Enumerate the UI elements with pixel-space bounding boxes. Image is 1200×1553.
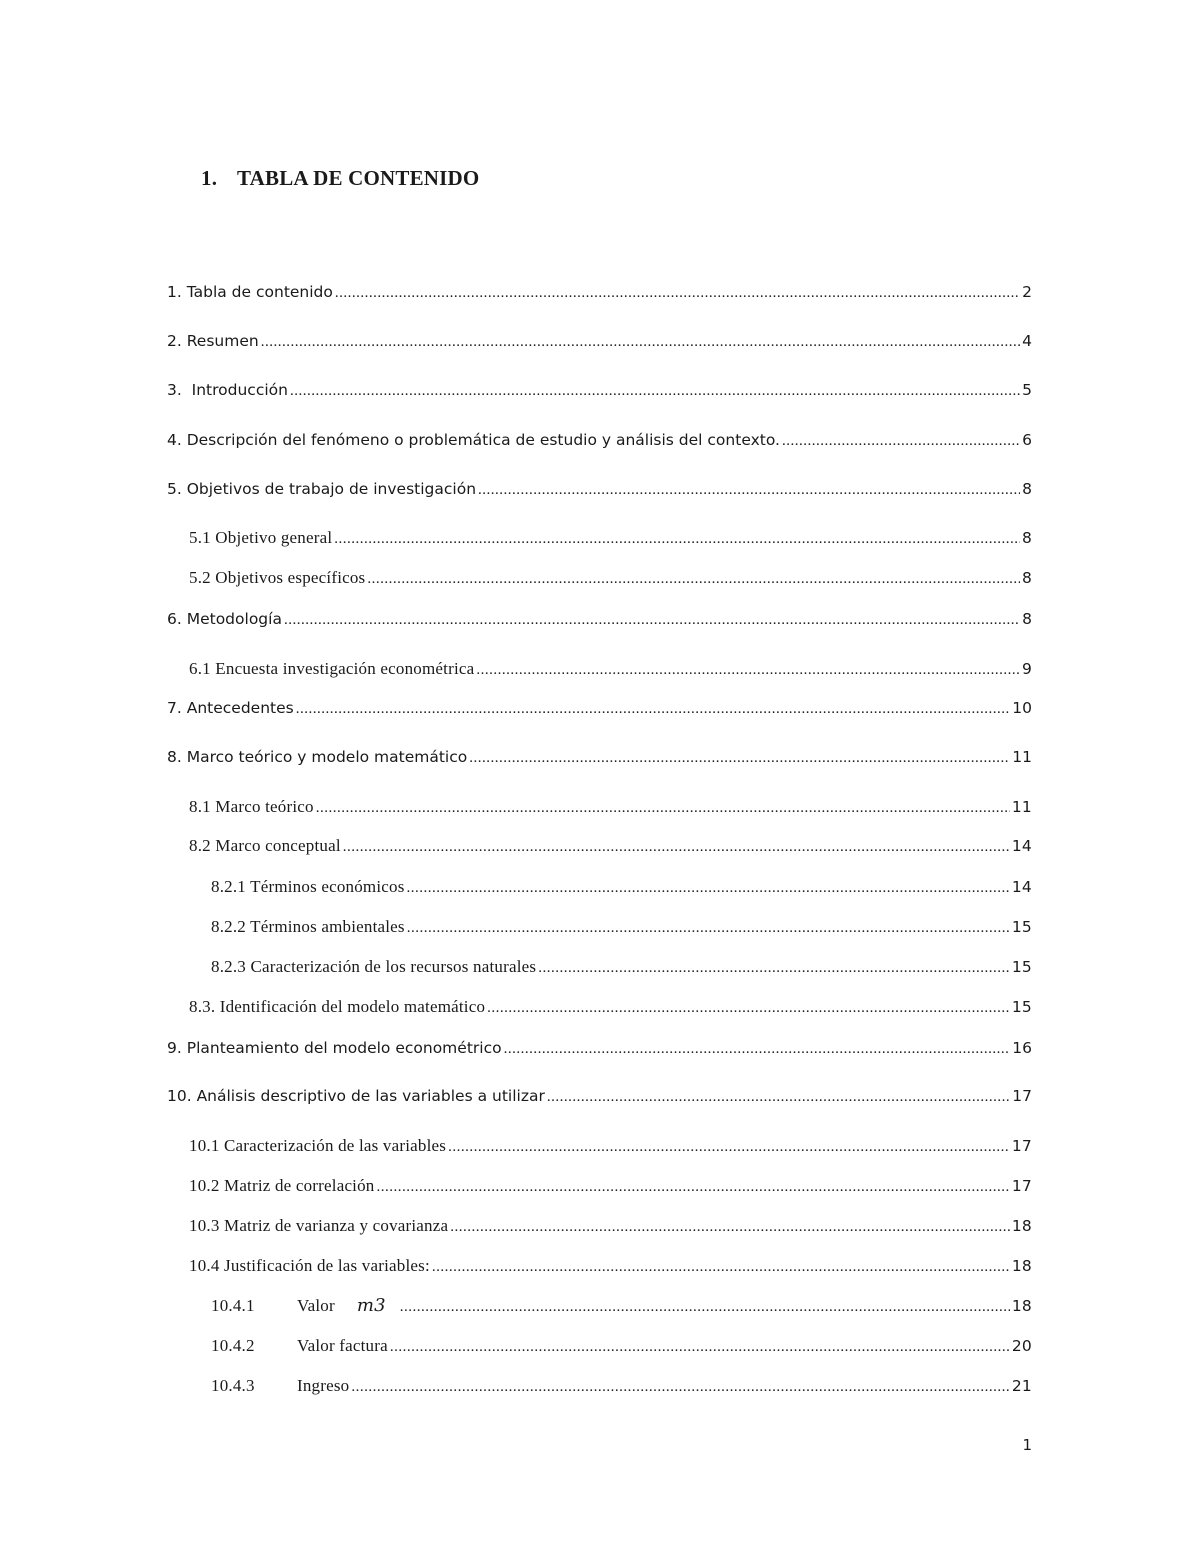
toc-dot-leader — [782, 428, 1020, 453]
toc-entry-page: 8 — [1021, 569, 1032, 587]
toc-entry-page: 6 — [1022, 431, 1032, 449]
toc-entry[interactable] — [167, 745, 1032, 769]
toc-entry-math: m3 — [356, 1295, 386, 1316]
toc-entry[interactable] — [167, 696, 1032, 720]
toc-entry-number: 10.4.2 — [211, 1336, 255, 1355]
toc-entry[interactable] — [189, 995, 1032, 1019]
toc-entry-number: 10.4.1 — [211, 1296, 255, 1315]
toc-entry-label: 1. Tabla de contenido — [167, 283, 333, 301]
toc-entry-label: 5. Objetivos de trabajo de investigación — [167, 480, 477, 498]
toc-entry-page: 8 — [1022, 610, 1032, 628]
toc-dot-leader — [284, 607, 1020, 632]
toc-dot-leader — [334, 526, 1020, 551]
toc-entry-label: 8.2.3 Caracterización de los recursos naturales — [211, 957, 537, 976]
toc-entry[interactable] — [189, 795, 1032, 819]
toc-entry-page: 2 — [1022, 283, 1032, 301]
toc-entry-label: 8.1 Marco teórico — [189, 797, 314, 816]
toc-entry-page: 16 — [1012, 1039, 1032, 1057]
toc-entry-label: 8. Marco teórico y modelo matemático — [167, 748, 468, 766]
toc-entry-label-group — [211, 1334, 388, 1358]
toc-entry[interactable] — [189, 1254, 1032, 1278]
toc-dot-leader — [469, 745, 1010, 770]
toc-entry-label: Valor — [297, 1296, 335, 1315]
toc-entry-label: 5.1 Objetivo general — [189, 528, 333, 547]
toc-entry-label: 6.1 Encuesta investigación econométrica — [189, 659, 475, 678]
toc-entry-page: 21 — [1011, 1377, 1032, 1395]
toc-entry-page: 17 — [1012, 1087, 1032, 1105]
toc-entry[interactable] — [211, 915, 1032, 939]
toc-entry-page: 18 — [1011, 1217, 1032, 1235]
toc-dot-leader — [290, 378, 1020, 403]
toc-entry-label: 6. Metodología — [167, 610, 282, 628]
toc-dot-leader — [261, 329, 1020, 354]
toc-entry[interactable] — [167, 1084, 1032, 1108]
toc-dot-leader — [343, 834, 1010, 859]
toc-entry[interactable] — [189, 1214, 1032, 1238]
toc-entry-label: 7. Antecedentes — [167, 699, 294, 717]
page-number: 1 — [1022, 1436, 1032, 1454]
toc-dot-leader — [316, 795, 1010, 820]
toc-entry-label: Ingreso — [297, 1376, 350, 1395]
toc-dot-leader — [450, 1214, 1010, 1239]
toc-entry[interactable] — [167, 378, 1032, 402]
toc-entry[interactable] — [189, 1174, 1032, 1198]
toc-entry[interactable] — [211, 955, 1032, 979]
toc-dot-leader — [296, 696, 1011, 721]
toc-entry[interactable] — [189, 657, 1032, 681]
toc-entry-page: 4 — [1022, 332, 1032, 350]
toc-entry-label: 10. Análisis descriptivo de las variables a utilizar — [167, 1087, 545, 1105]
toc-entry-label: 10.1 Caracterización de las variables — [189, 1136, 447, 1155]
toc-entry-page: 11 — [1012, 748, 1032, 766]
toc-dot-leader — [538, 955, 1010, 980]
toc-entry[interactable] — [189, 834, 1032, 858]
toc-entry-label: 8.3. Identificación del modelo matemático — [189, 997, 486, 1016]
toc-dot-leader — [547, 1084, 1010, 1109]
toc-entry[interactable] — [189, 566, 1032, 590]
toc-entry-page: 18 — [1011, 1257, 1032, 1275]
toc-entry-label-group — [211, 1294, 386, 1318]
toc-dot-leader — [377, 1174, 1010, 1199]
toc-dot-leader — [407, 875, 1010, 900]
toc-entry-label: Valor factura — [297, 1336, 388, 1355]
toc-entry[interactable] — [189, 1134, 1032, 1158]
toc-entry-page: 10 — [1012, 699, 1032, 717]
toc-entry-page: 9 — [1021, 660, 1032, 678]
toc-entry-label: 3. Introducción — [167, 381, 288, 399]
toc-entry-page: 8 — [1021, 529, 1032, 547]
toc-entry-page: 20 — [1011, 1337, 1032, 1355]
toc-entry-label: 10.3 Matriz de varianza y covarianza — [189, 1216, 449, 1235]
toc-entry-page: 18 — [1011, 1297, 1032, 1315]
toc-entry-page: 15 — [1011, 918, 1032, 936]
toc-entry-label: 10.2 Matriz de correlación — [189, 1176, 375, 1195]
toc-entry-label: 8.2.2 Términos ambientales — [211, 917, 405, 936]
toc-dot-leader — [390, 1334, 1010, 1359]
toc-entry-page: 15 — [1011, 958, 1032, 976]
toc-dot-leader — [351, 1374, 1009, 1399]
toc-entry[interactable] — [167, 428, 1032, 452]
toc-entry-page: 15 — [1011, 998, 1032, 1016]
toc-entry-page: 14 — [1011, 878, 1032, 896]
toc-dot-leader — [432, 1254, 1010, 1279]
toc-entry-page: 17 — [1011, 1137, 1032, 1155]
toc-entry[interactable] — [211, 1374, 1032, 1398]
toc-entry-label: 4. Descripción del fenómeno o problemática de estudio y análisis del contexto. — [167, 431, 780, 449]
toc-entry[interactable] — [189, 526, 1032, 550]
toc-entry-number: 10.4.3 — [211, 1376, 255, 1395]
toc-entry-label: 10.4 Justificación de las variables: — [189, 1256, 430, 1275]
toc-entry[interactable] — [211, 875, 1032, 899]
toc-entry[interactable] — [167, 329, 1032, 353]
toc-dot-leader — [476, 657, 1020, 682]
toc-entry-label: 9. Planteamiento del modelo econométrico — [167, 1039, 502, 1057]
toc-entry-label-group — [211, 1374, 349, 1398]
toc-entry[interactable] — [211, 1294, 1032, 1318]
toc-dot-leader — [367, 566, 1020, 591]
toc-entry-page: 5 — [1022, 381, 1032, 399]
toc-dot-leader — [487, 995, 1010, 1020]
toc-entry[interactable] — [211, 1334, 1032, 1358]
toc-dot-leader — [335, 280, 1020, 305]
toc-dot-leader — [504, 1036, 1011, 1061]
toc-entry[interactable] — [167, 607, 1032, 631]
toc-entry[interactable] — [167, 280, 1032, 304]
toc-dot-leader — [400, 1294, 1010, 1319]
toc-entry-label: 5.2 Objetivos específicos — [189, 568, 366, 587]
toc-entry[interactable] — [167, 1036, 1032, 1060]
toc-entry-page: 8 — [1022, 480, 1032, 498]
heading-number: 1. — [201, 166, 218, 190]
toc-dot-leader — [407, 915, 1010, 940]
toc-entry-label: 2. Resumen — [167, 332, 259, 350]
toc-entry-label: 8.2 Marco conceptual — [189, 836, 341, 855]
heading-title: TABLA DE CONTENIDO — [237, 166, 480, 190]
toc-dot-leader — [448, 1134, 1010, 1159]
toc-entry[interactable] — [167, 477, 1032, 501]
toc-entry-page: 11 — [1011, 798, 1032, 816]
toc-entry-page: 17 — [1011, 1177, 1032, 1195]
toc-entry-label: 8.2.1 Términos económicos — [211, 877, 405, 896]
toc-entry-page: 14 — [1011, 837, 1032, 855]
toc-dot-leader — [478, 477, 1020, 502]
